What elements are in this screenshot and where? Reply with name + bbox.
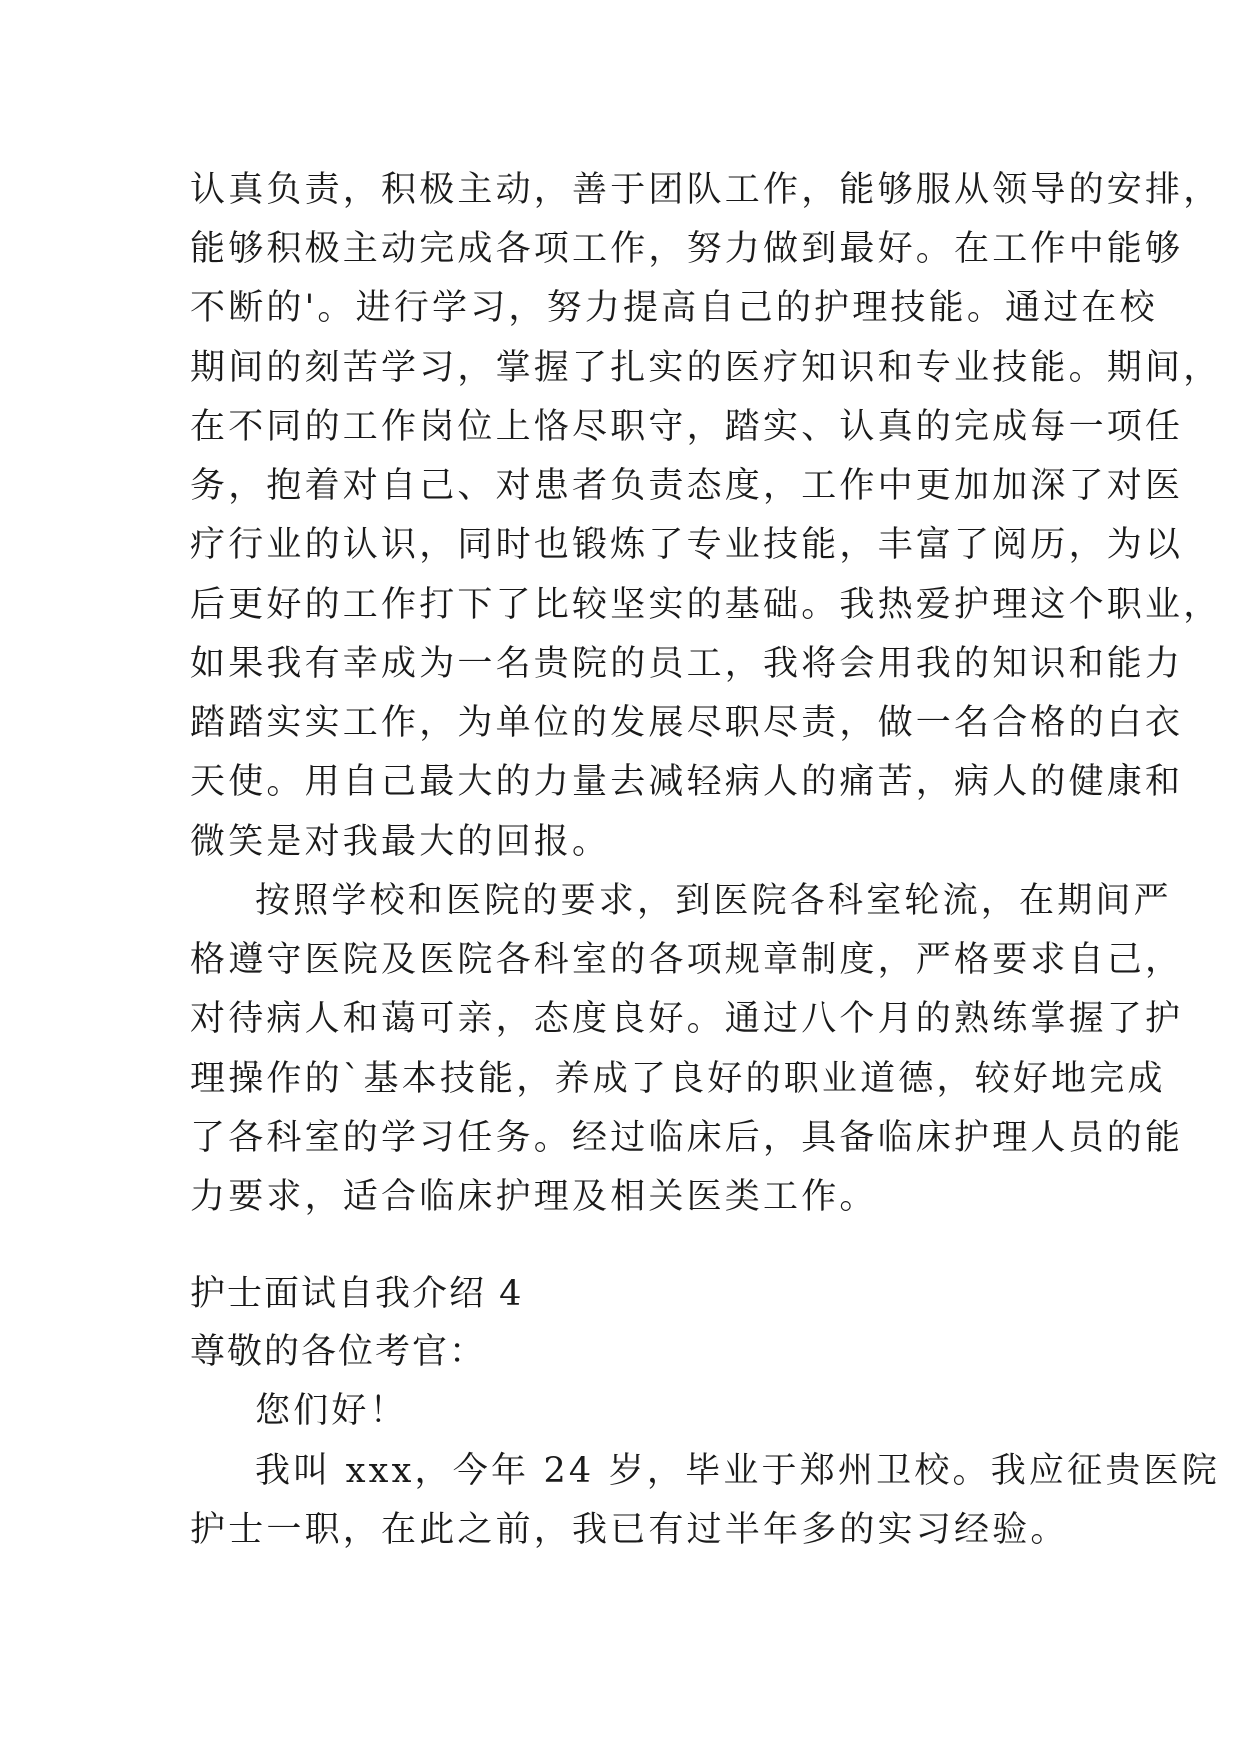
text-line: 后更好的工作打下了比较坚实的基础。我热爱护理这个职业， (190, 585, 1222, 625)
text-line: 按照学校和医院的要求，到医院各科室轮流，在期间严 (255, 881, 1172, 921)
text-line: 对待病人和蔼可亲，态度良好。通过八个月的熟练掌握了护 (190, 999, 1184, 1039)
text-line: 力要求，适合临床护理及相关医类工作。 (190, 1177, 878, 1217)
text-line: 务，抱着对自己、对患者负责态度，工作中更加加深了对医 (190, 466, 1184, 506)
text-line: 能够积极主动完成各项工作，努力做到最好。在工作中能够 (190, 229, 1184, 269)
text-line: 格遵守医院及医院各科室的各项规章制度，严格要求自己， (190, 940, 1184, 980)
text-line: 期间的刻苦学习，掌握了扎实的医疗知识和专业技能。期间， (190, 348, 1222, 388)
text-line: 不断的'。进行学习，努力提高自己的护理技能。通过在校 (190, 288, 1158, 328)
text-line: 我叫 xxx，今年 24 岁，毕业于郑州卫校。我应征贵医院 (255, 1451, 1220, 1491)
text-line: 了各科室的学习任务。经过临床后，具备临床护理人员的能 (190, 1118, 1184, 1158)
text-line: 在不同的工作岗位上恪尽职守，踏实、认真的完成每一项任 (190, 407, 1184, 447)
section-title: 护士面试自我介绍 4 (190, 1274, 524, 1314)
text-line: 疗行业的认识，同时也锻炼了专业技能，丰富了阅历，为以 (190, 525, 1184, 565)
text-line: 踏踏实实工作，为单位的发展尽职尽责，做一名合格的白衣 (190, 703, 1184, 743)
text-line: 天使。用自己最大的力量去减轻病人的痛苦，病人的健康和 (190, 762, 1184, 802)
salutation: 尊敬的各位考官： (190, 1332, 487, 1372)
text-line: 如果我有幸成为一名贵院的员工，我将会用我的知识和能力 (190, 644, 1184, 684)
text-line: 认真负责，积极主动，善于团队工作，能够服从领导的安排， (190, 170, 1222, 210)
text-line: 理操作的`基本技能，养成了良好的职业道德，较好地完成 (190, 1059, 1166, 1099)
greeting: 您们好！ (255, 1391, 408, 1431)
text-line: 微笑是对我最大的回报。 (190, 822, 611, 862)
text-line: 护士一职，在此之前，我已有过半年多的实习经验。 (190, 1510, 1069, 1550)
